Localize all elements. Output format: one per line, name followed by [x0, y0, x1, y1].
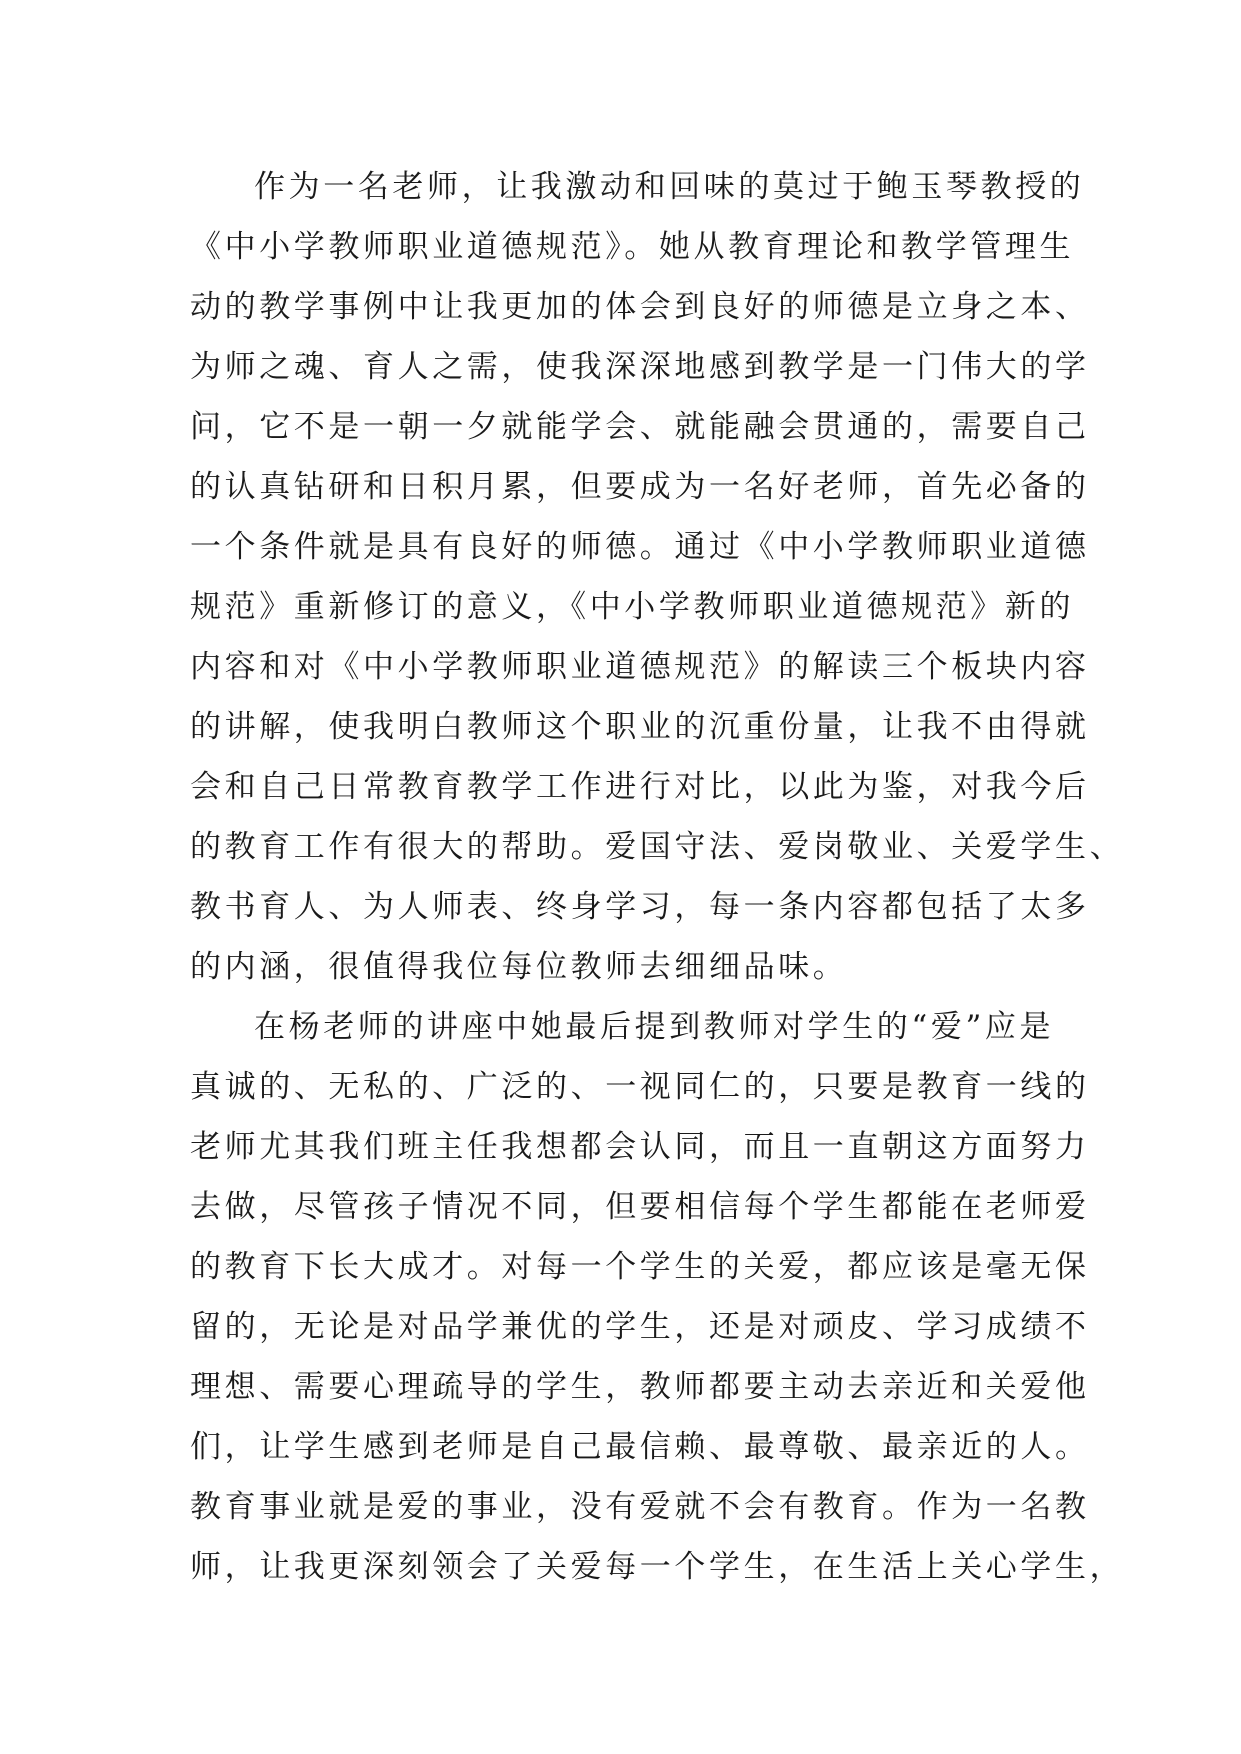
paragraph-2 — [190, 997, 1125, 1597]
text-line: 规范》重新修订的意义，《中小学教师职业道德规范》新的 — [190, 589, 1075, 625]
text-line: 们，让学生感到老师是自己最信赖、最尊敬、最亲近的人。 — [190, 1429, 1090, 1465]
text-line: 为师之魂、育人之需，使我深深地感到教学是一门伟大的学 — [190, 349, 1090, 385]
document-body — [190, 157, 1125, 1597]
text-line: 的认真钻研和日积月累，但要成为一名好老师，首先必备的 — [190, 469, 1090, 505]
text-line: 理想、需要心理疏导的学生，教师都要主动去亲近和关爱他 — [190, 1369, 1090, 1405]
text-line: 真诚的、无私的、广泛的、一视同仁的，只要是教育一线的 — [190, 1069, 1090, 1105]
text-line: 会和自己日常教育教学工作进行对比，以此为鉴，对我今后 — [190, 769, 1090, 805]
text-line: 《中小学教师职业道德规范》。她从教育理论和教学管理生 — [190, 229, 1075, 265]
text-line: 问，它不是一朝一夕就能学会、就能融会贯通的，需要自己 — [190, 409, 1090, 445]
text-line: 一个条件就是具有良好的师德。通过《中小学教师职业道德 — [190, 529, 1090, 565]
text-line: 的内涵，很值得我位每位教师去细细品味。 — [190, 949, 848, 985]
text-line: 教育事业就是爱的事业，没有爱就不会有教育。作为一名教 — [190, 1489, 1090, 1525]
text-line: 在杨老师的讲座中她最后提到教师对学生的“爱”应是 — [254, 1009, 1055, 1045]
text-line: 教书育人、为人师表、终身学习，每一条内容都包括了太多 — [190, 889, 1090, 925]
text-line: 老师尤其我们班主任我想都会认同，而且一直朝这方面努力 — [190, 1129, 1090, 1165]
text-line: 的教育工作有很大的帮助。爱国守法、爱岗敬业、关爱学生、 — [190, 829, 1125, 865]
text-line: 去做，尽管孩子情况不同，但要相信每个学生都能在老师爱 — [190, 1189, 1090, 1225]
text-line: 留的，无论是对品学兼优的学生，还是对顽皮、学习成绩不 — [190, 1309, 1090, 1345]
text-line: 的教育下长大成才。对每一个学生的关爱，都应该是毫无保 — [190, 1249, 1090, 1285]
text-line: 内容和对《中小学教师职业道德规范》的解读三个板块内容 — [190, 649, 1090, 685]
text-line: 的讲解，使我明白教师这个职业的沉重份量，让我不由得就 — [190, 709, 1090, 745]
paragraph-1 — [190, 157, 1125, 997]
text-line: 动的教学事例中让我更加的体会到良好的师德是立身之本、 — [190, 289, 1090, 325]
text-line: 作为一名老师，让我激动和回味的莫过于鲍玉琴教授的 — [254, 169, 1085, 205]
text-line: 师，让我更深刻领会了关爱每一个学生，在生活上关心学生， — [190, 1549, 1125, 1585]
